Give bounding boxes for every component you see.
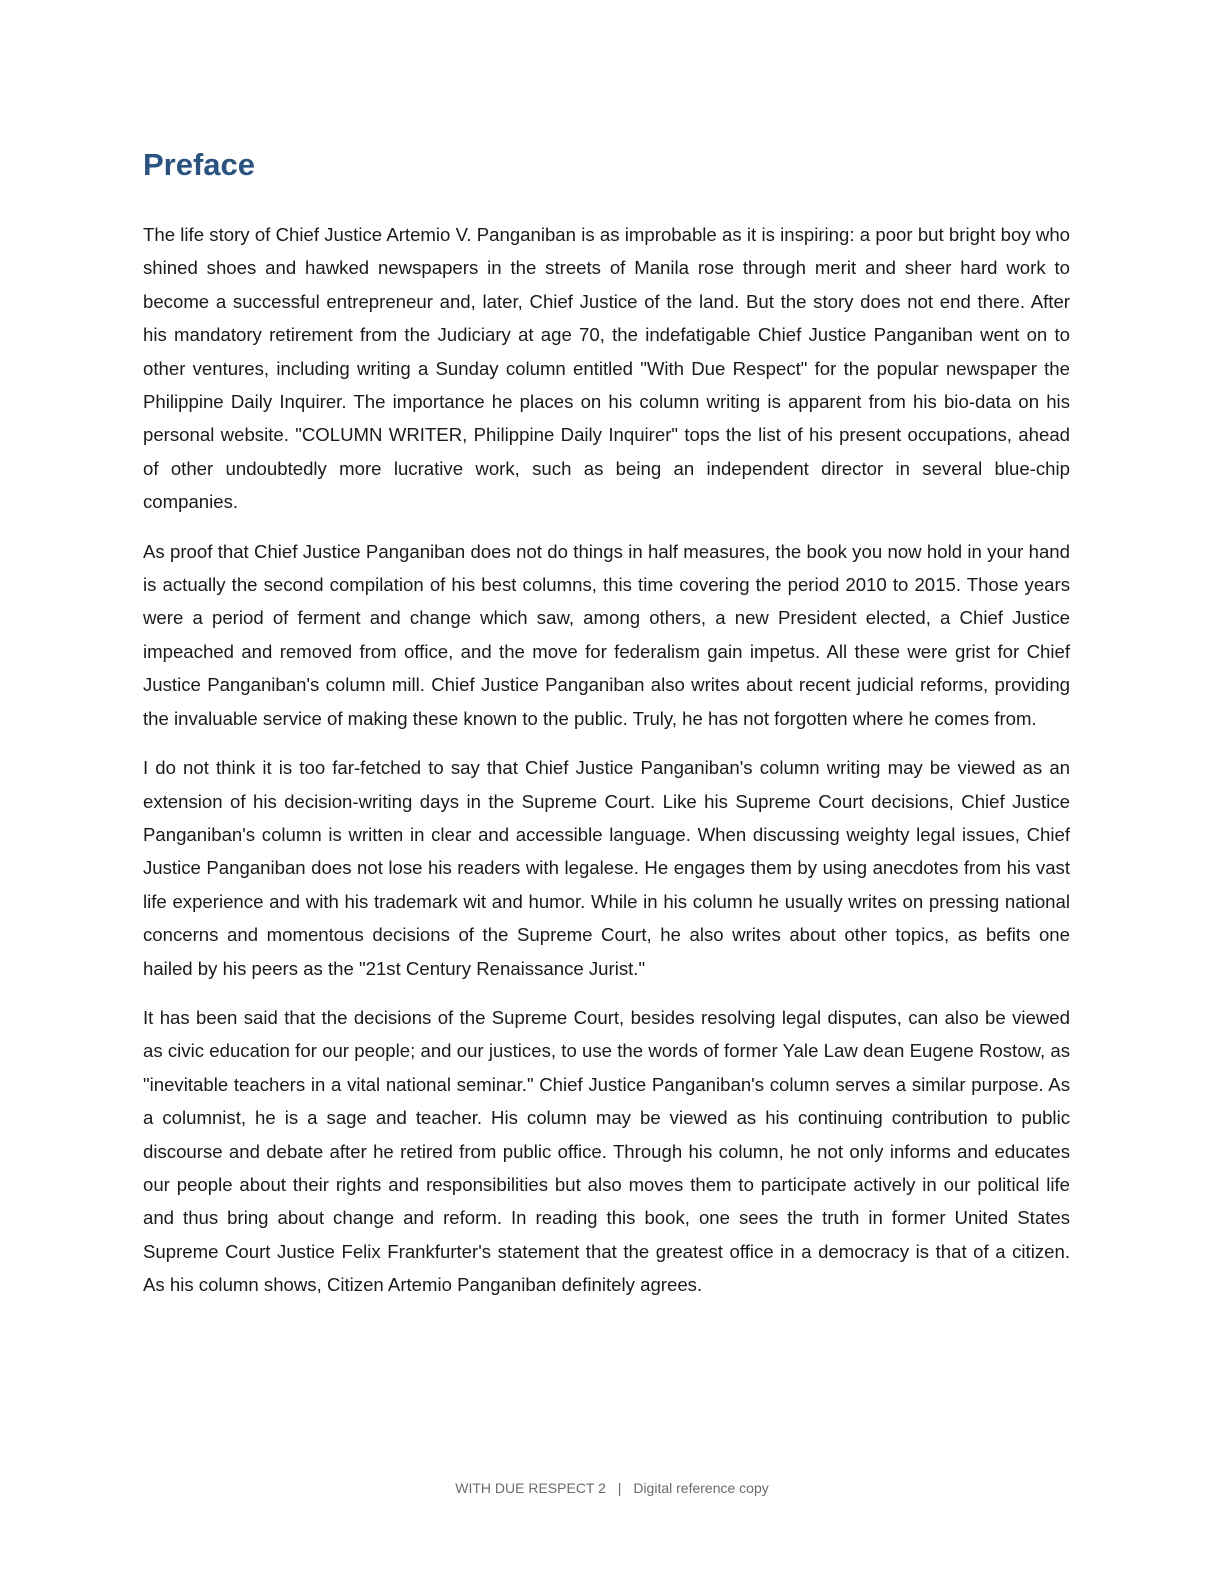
footer-note: Digital reference copy xyxy=(633,1480,769,1496)
preface-paragraph-3: I do not think it is too far-fetched to say that Chief Justice Panganiban's column writing may be viewed as an extension of his decision-writing days in the Supreme Court. Like his Supreme Court decisions, Chief Justice Panganiban's column is written in clear and accessible language. When discussing weighty legal issues, Chief Justice Panganiban does not lose his readers with legalese. He engages them by using anecdotes from his vast life experience and with his trademark wit and humor. While in his column he usually writes on pressing national concerns and momentous decisions of the Supreme Court, he also writes about other topics, as befits one hailed by his peers as the "21st Century Renaissance Jurist." xyxy=(143,757,1070,979)
page-footer xyxy=(0,1478,1224,1498)
preface-paragraph-4: It has been said that the decisions of the Supreme Court, besides resolving legal disputes, can also be viewed as civic education for our people; and our justices, to use the words of former Yale Law dean Eugene Rostow, as "inevitable teachers in a vital national seminar." Chief Justice Panganiban's column serves a similar purpose. As a columnist, he is a sage and teacher. His column may be viewed as his continuing contribution to public discourse and debate after he retired from public office. Through his column, he not only informs and educates our people about their rights and responsibilities but also moves them to participate actively in our political life and thus bring about change and reform. In reading this book, one sees the truth in former United States Supreme Court Justice Felix Frankfurter's statement that the greatest office in a democracy is that of a citizen. As his column shows, Citizen Artemio Panganiban definitely agrees. xyxy=(143,1006,1070,1296)
page-content xyxy=(143,140,1070,1318)
preface-paragraph-2: As proof that Chief Justice Panganiban does not do things in half measures, the book you now hold in your hand is actually the second compilation of his best columns, this time covering the period 2010 to 2015. Those years were a period of ferment and change which saw, among others, a new President elected, a Chief Justice impeached and removed from office, and the move for federalism gain impetus. All these were grist for Chief Justice Panganiban's column mill. Chief Justice Panganiban also writes about recent judicial reforms, providing the invaluable service of making these known to the public. Truly, he has not forgotten where he comes from. xyxy=(143,540,1070,729)
page-title: Preface xyxy=(143,147,256,182)
preface-paragraph-1: The life story of Chief Justice Artemio V. Panganiban is as improbable as it is inspiring: a poor but bright boy who shined shoes and hawked newspapers in the streets of Manila rose through merit and sheer hard work to become a successful entrepreneur and, later, Chief Justice of the land. But the story does not end there. After his mandatory retirement from the Judiciary at age 70, the indefatigable Chief Justice Panganiban went on to other ventures, including writing a Sunday column entitled "With Due Respect" for the popular newspaper the Philippine Daily Inquirer. The importance he places on his column writing is apparent from his bio-data on his personal website. "COLUMN WRITER, Philippine Daily Inquirer" tops the list of his present occupations, ahead of other undoubtedly more lucrative work, such as being an independent director in several blue-chip companies. xyxy=(143,224,1070,513)
footer-separator: | xyxy=(617,1480,622,1496)
footer-book-title: WITH DUE RESPECT 2 xyxy=(455,1480,606,1496)
